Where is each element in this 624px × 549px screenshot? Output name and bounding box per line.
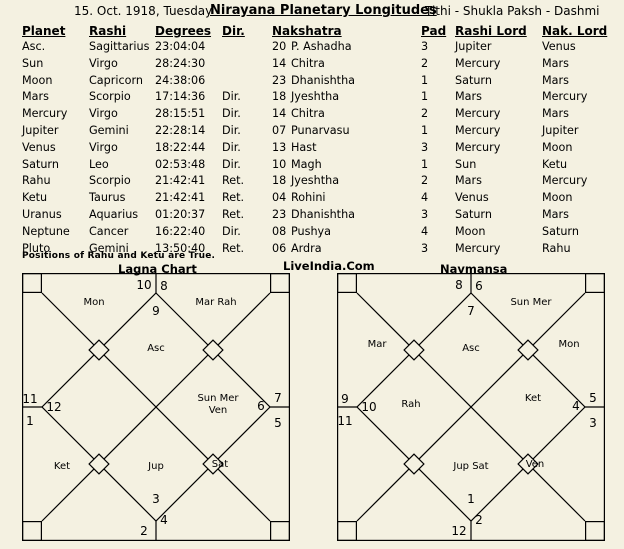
cell-rashi: Capricorn — [89, 73, 143, 87]
cell-degrees: 01:20:37 — [155, 208, 206, 221]
cell-rashi: Scorpio — [89, 90, 131, 104]
navmansa-house-number: 9 — [341, 392, 349, 406]
cell-direction: Ret. — [222, 191, 245, 205]
lagna-house-planets: Mar Rah — [195, 297, 237, 308]
cell-degrees: 21:42:41 — [155, 191, 206, 205]
navmansa-house-planets: Ket — [524, 393, 542, 404]
site-name: LiveIndia.Com — [283, 259, 375, 273]
navmansa-house-planets: Sun Mer — [510, 297, 552, 308]
lagna-house-planets: Sun Mer — [197, 393, 239, 404]
cell-rashi: Sagittarius — [89, 40, 150, 53]
cell-planet-name: Ketu — [22, 191, 48, 205]
cell-nakshatra: Hast — [291, 140, 317, 154]
cell-pad: 4 — [421, 224, 429, 238]
navmansa-house-number: 5 — [589, 391, 597, 405]
cell-rashi-lord: Moon — [455, 224, 486, 238]
cell-pad: 1 — [421, 90, 429, 104]
lagna-house-number: 2 — [140, 524, 148, 538]
lagna-house-planets: Jup — [148, 461, 164, 472]
cell-nakshatra-lord: Mars — [542, 208, 569, 221]
cell-planet-name: Mercury — [22, 107, 68, 121]
cell-nakshatra: Punarvasu — [291, 124, 350, 137]
cell-nakshatra: Dhanishtha — [291, 208, 356, 221]
lagna-house-number: 5 — [274, 416, 282, 430]
cell-nakshatra-number: 20 — [272, 40, 287, 53]
cell-planet-name: Moon — [22, 73, 53, 87]
cell-nakshatra: Chitra — [291, 56, 325, 70]
navmansa-chart-title: Navmansa — [440, 262, 508, 276]
cell-degrees: 28:15:51 — [155, 107, 206, 121]
cell-planet-name: Saturn — [22, 157, 59, 171]
navmansa-house-planets: Mon — [558, 339, 580, 350]
cell-planet-name: Neptune — [22, 224, 70, 238]
cell-nakshatra-number: 23 — [272, 73, 287, 87]
col-dir: Dir. — [222, 24, 245, 38]
cell-pad: 3 — [421, 140, 429, 154]
cell-nakshatra-lord: Mercury — [542, 90, 588, 104]
lagna-house-number: 7 — [274, 391, 282, 405]
cell-planet-name: Sun — [22, 56, 44, 70]
cell-direction: Dir. — [222, 224, 241, 238]
cell-pad: 1 — [421, 124, 429, 137]
cell-planet-name: Venus — [22, 140, 56, 154]
cell-nakshatra-lord: Ketu — [542, 157, 568, 171]
navmansa-corner-box — [586, 274, 605, 293]
cell-rashi: Virgo — [89, 140, 118, 154]
col-rashi-lord: Rashi Lord — [455, 24, 527, 38]
lagna-house-number: 11 — [22, 392, 38, 406]
cell-pad: 2 — [421, 174, 429, 188]
cell-pad: 2 — [421, 56, 429, 70]
navmansa-house-planets: Mar — [367, 339, 387, 350]
lagna-house-number: 12 — [46, 400, 62, 414]
cell-nakshatra-lord: Mars — [542, 107, 569, 121]
cell-rashi: Gemini — [89, 241, 129, 255]
lagna-chart-title: Lagna Chart — [118, 262, 197, 276]
cell-rashi: Aquarius — [89, 208, 139, 221]
cell-nakshatra: Dhanishtha — [291, 73, 356, 87]
cell-nakshatra-number: 08 — [272, 224, 287, 238]
cell-nakshatra-lord: Moon — [542, 140, 573, 154]
cell-degrees: 13:50:40 — [155, 241, 206, 255]
navmansa-house-planets: Jup Sat — [453, 461, 489, 472]
navmansa-house-number: 2 — [475, 513, 483, 527]
page-title: Nirayana Planetary Longitudes — [210, 3, 437, 18]
navmansa-house-number: 8 — [455, 278, 463, 292]
cell-nakshatra-lord: Mars — [542, 73, 569, 87]
lagna-house-planets: Ket — [53, 461, 71, 472]
cell-nakshatra-number: 10 — [272, 157, 287, 171]
cell-planet-name: Pluto — [22, 241, 51, 255]
col-nakshatra: Nakshatra — [272, 24, 342, 38]
cell-pad: 4 — [421, 191, 429, 205]
cell-degrees: 16:22:40 — [155, 224, 206, 238]
col-planet: Planet — [22, 24, 66, 38]
cell-degrees: 22:28:14 — [155, 124, 206, 137]
cell-degrees: 17:14:36 — [155, 90, 206, 104]
navmansa-house-number: 12 — [451, 524, 467, 538]
cell-rashi-lord: Saturn — [455, 208, 492, 221]
lagna-corner-box — [271, 274, 290, 293]
lagna-house-number: 9 — [152, 304, 160, 318]
cell-degrees: 02:53:48 — [155, 157, 206, 171]
navmansa-house-number: 11 — [337, 414, 353, 428]
cell-direction: Ret. — [222, 208, 245, 221]
col-nak-lord: Nak. Lord — [542, 24, 608, 38]
cell-nakshatra-number: 14 — [272, 107, 287, 121]
lagna-corner-box — [271, 522, 290, 541]
cell-planet-name: Uranus — [22, 208, 62, 221]
cell-rashi-lord: Mercury — [455, 241, 501, 255]
cell-direction: Ret. — [222, 174, 245, 188]
lagna-corner-box — [23, 522, 42, 541]
tithi-info: Tithi - Shukla Paksh - Dashmi — [425, 4, 600, 18]
cell-rashi: Leo — [89, 157, 109, 171]
cell-nakshatra: Rohini — [291, 191, 326, 205]
navmansa-house-number: 7 — [467, 304, 475, 318]
cell-rashi-lord: Mars — [455, 174, 482, 188]
cell-pad: 1 — [421, 157, 429, 171]
navmansa-corner-box — [338, 522, 357, 541]
navmansa-house-number: 4 — [572, 399, 580, 413]
navmansa-house-number: 3 — [589, 416, 597, 430]
cell-nakshatra-number: 23 — [272, 208, 287, 221]
lagna-house-number: 10 — [136, 278, 152, 292]
navmansa-chart — [337, 273, 605, 541]
cell-nakshatra-lord: Saturn — [542, 224, 579, 238]
cell-nakshatra: Jyeshtha — [291, 90, 340, 104]
cell-rashi: Virgo — [89, 107, 118, 121]
cell-nakshatra-number: 04 — [272, 191, 287, 205]
navmansa-house-number: 10 — [361, 400, 377, 414]
lagna-chart — [22, 273, 290, 541]
cell-direction: Dir. — [222, 90, 241, 104]
cell-direction: Dir. — [222, 124, 241, 137]
col-rashi: Rashi — [89, 24, 127, 38]
cell-degrees: 28:24:30 — [155, 56, 206, 70]
cell-nakshatra-number: 14 — [272, 56, 287, 70]
cell-degrees: 18:22:44 — [155, 140, 206, 154]
cell-nakshatra: P. Ashadha — [291, 40, 352, 53]
cell-planet-name: Jupiter — [22, 124, 59, 137]
navmansa-house-number: 6 — [475, 279, 483, 293]
col-pad: Pad — [421, 24, 447, 38]
cell-direction: Dir. — [222, 157, 241, 171]
navmansa-house-number: 1 — [467, 492, 475, 506]
cell-nakshatra-number: 13 — [272, 140, 287, 154]
cell-nakshatra-lord: Moon — [542, 191, 573, 205]
lagna-house-planets: Asc — [147, 343, 165, 354]
cell-planet-name: Asc. — [22, 40, 46, 53]
cell-nakshatra-number: 06 — [272, 241, 287, 255]
lagna-house-number: 8 — [160, 279, 168, 293]
cell-degrees: 21:42:41 — [155, 174, 206, 188]
cell-nakshatra: Pushya — [291, 224, 332, 238]
cell-rashi-lord: Sun — [455, 157, 477, 171]
cell-rashi: Cancer — [89, 224, 129, 238]
cell-rashi: Virgo — [89, 56, 118, 70]
lagna-house-number: 1 — [26, 414, 34, 428]
cell-rashi-lord: Venus — [455, 191, 489, 205]
navmansa-house-planets: Rah — [401, 399, 421, 410]
cell-rashi: Scorpio — [89, 174, 131, 188]
lagna-corner-box — [23, 274, 42, 293]
cell-rashi: Taurus — [89, 191, 126, 205]
cell-rashi: Gemini — [89, 124, 129, 137]
lagna-house-number: 4 — [160, 513, 168, 527]
cell-nakshatra-number: 07 — [272, 124, 287, 137]
cell-pad: 2 — [421, 107, 429, 121]
lagna-house-planets: Ven — [208, 405, 228, 416]
cell-nakshatra-lord: Mars — [542, 56, 569, 70]
cell-nakshatra: Ardra — [291, 241, 322, 255]
cell-rashi-lord: Jupiter — [455, 40, 492, 53]
navmansa-house-planets: Ven — [525, 459, 545, 470]
cell-nakshatra: Jyeshtha — [291, 174, 340, 188]
col-degrees: Degrees — [155, 24, 212, 38]
cell-rashi-lord: Mercury — [455, 140, 501, 154]
cell-pad: 3 — [421, 241, 429, 255]
navmansa-corner-box — [338, 274, 357, 293]
rahu-ketu-note: Positions of Rahu and Ketu are True. — [22, 251, 216, 261]
cell-rashi-lord: Mars — [455, 90, 482, 104]
lagna-house-number: 3 — [152, 492, 160, 506]
cell-pad: 3 — [421, 208, 429, 221]
cell-pad: 1 — [421, 73, 429, 87]
cell-nakshatra: Chitra — [291, 107, 325, 121]
cell-nakshatra-lord: Rahu — [542, 241, 571, 255]
cell-degrees: 24:38:06 — [155, 73, 206, 87]
cell-pad: 3 — [421, 40, 429, 53]
cell-planet-name: Rahu — [22, 174, 51, 188]
cell-nakshatra-lord: Mercury — [542, 174, 588, 188]
navmansa-corner-box — [586, 522, 605, 541]
cell-nakshatra-number: 18 — [272, 174, 287, 188]
cell-nakshatra: Magh — [291, 157, 322, 171]
cell-direction: Dir. — [222, 140, 241, 154]
cell-direction: Dir. — [222, 107, 241, 121]
cell-direction: Ret. — [222, 241, 245, 255]
navmansa-house-planets: Asc — [462, 343, 480, 354]
lagna-house-planets: Mon — [83, 297, 105, 308]
cell-rashi-lord: Saturn — [455, 73, 492, 87]
cell-rashi-lord: Mercury — [455, 107, 501, 121]
cell-planet-name: Mars — [22, 90, 49, 104]
cell-nakshatra-number: 18 — [272, 90, 287, 104]
lagna-house-planets: Sat — [211, 459, 229, 470]
cell-rashi-lord: Mercury — [455, 56, 501, 70]
cell-nakshatra-lord: Jupiter — [542, 124, 579, 137]
lagna-house-number: 6 — [257, 399, 265, 413]
cell-rashi-lord: Mercury — [455, 124, 501, 137]
cell-degrees: 23:04:04 — [155, 40, 206, 53]
chart-date: 15. Oct. 1918, Tuesday — [74, 4, 213, 18]
cell-nakshatra-lord: Venus — [542, 40, 576, 53]
